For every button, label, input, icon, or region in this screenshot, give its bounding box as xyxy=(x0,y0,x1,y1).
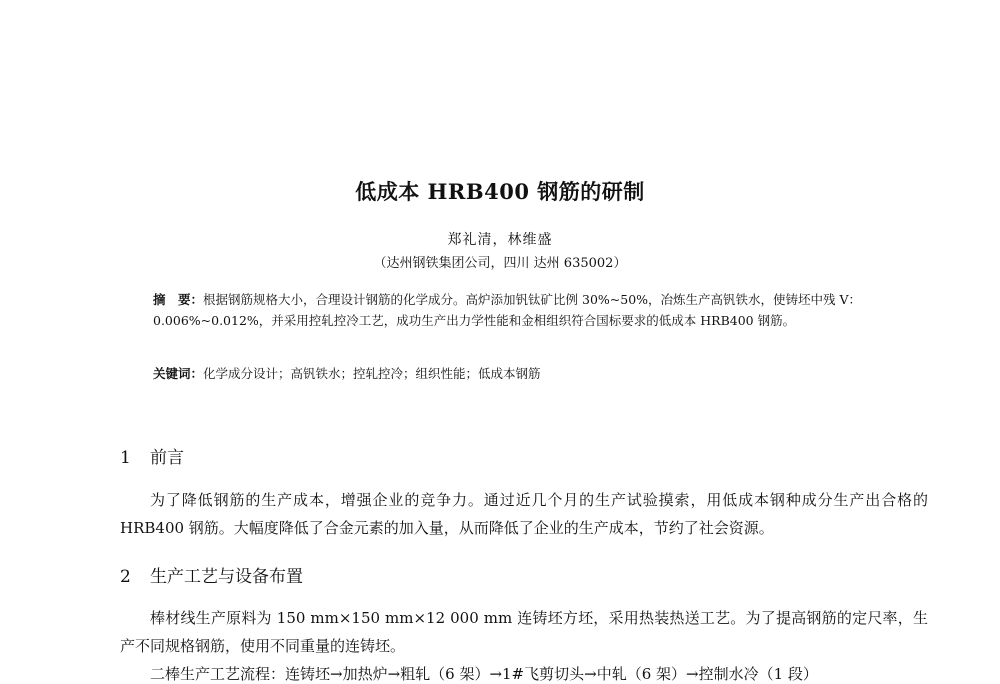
section-number: 1 xyxy=(120,448,131,468)
section-heading-2 xyxy=(120,562,303,587)
paragraph: 棒材线生产原料为 150 mm×150 mm×12 000 mm 连铸坯方坯，采用热装热送工艺。为了提高钢筋的定尺率，生产不同规格钢筋，使用不同重量的连铸坯。 xyxy=(120,609,928,655)
section-title: 生产工艺与设备布置 xyxy=(150,567,303,587)
section-heading-1 xyxy=(120,443,184,468)
paper-authors: 郑礼清，林维盛 xyxy=(447,232,553,248)
keywords-text: 化学成分设计；高钒铁水；控轧控冷；组织性能；低成本钢筋 xyxy=(203,366,541,381)
abstract-text: 根据钢筋规格大小，合理设计钢筋的化学成分。高炉添加钒钛矿比例 30%~50%，冶炼生产高钒铁水，使铸坯中残 V：0.006%~0.012%，并采用控轧控冷工艺，成功生产出力学性能和金相组织符合国标要求的低成本 HRB400 钢筋。 xyxy=(153,292,862,328)
abstract xyxy=(153,289,893,331)
paragraph: 二棒生产工艺流程：连铸坯→加热炉→粗轧（6 架）→1#飞剪切头→中轧（6 架）→控制水冷（1 段） xyxy=(150,665,818,683)
paper-affiliation: （达州钢铁集团公司，四川 达州 635002） xyxy=(373,256,627,271)
keywords-label: 关键词： xyxy=(153,366,204,381)
abstract-label: 摘 要： xyxy=(153,292,204,307)
section-number: 2 xyxy=(120,567,131,587)
paper-title: 低成本 HRB400 钢筋的研制 xyxy=(355,179,645,204)
keywords xyxy=(153,364,893,384)
section-title: 前言 xyxy=(150,448,184,468)
paragraph: 为了降低钢筋的生产成本，增强企业的竞争力。通过近几个月的生产试验摸索，用低成本钢种成分生产出合格的 HRB400 钢筋。大幅度降低了合金元素的加入量，从而降低了企业的生产成本，节约了社会资源。 xyxy=(120,491,928,537)
